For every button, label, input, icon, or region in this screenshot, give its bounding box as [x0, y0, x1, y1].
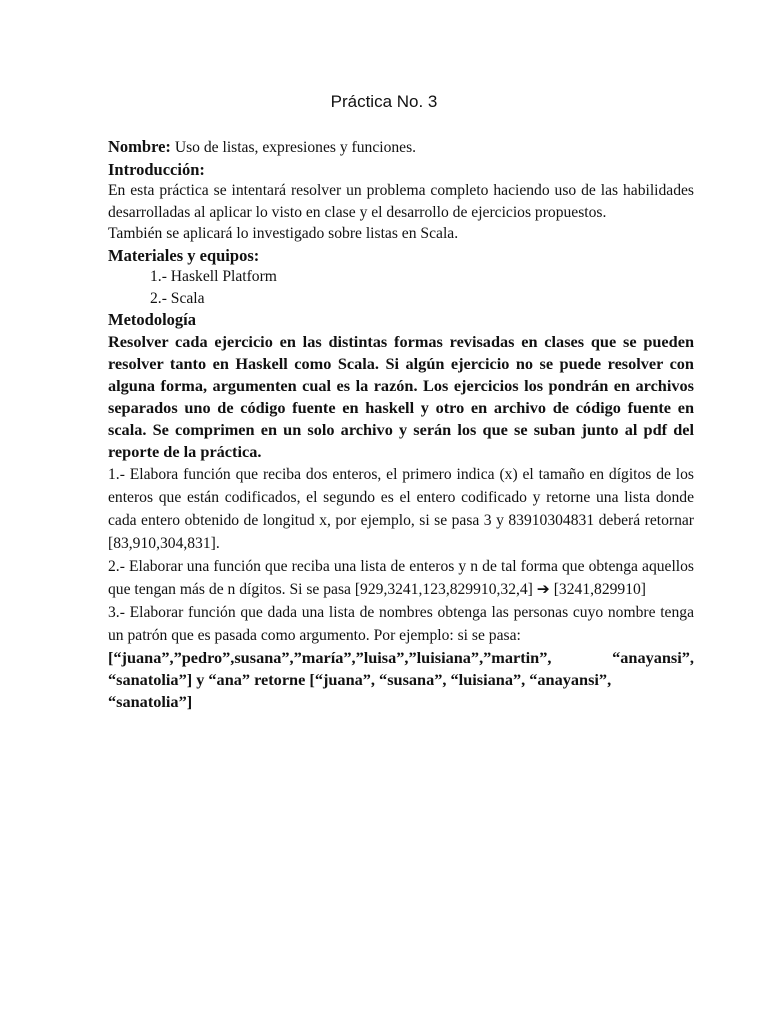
nombre-value: Uso de listas, expresiones y funciones. — [174, 139, 417, 156]
metodologia-heading: Metodología — [108, 310, 196, 329]
ejercicio-3-example-line-2: “sanatolia”] y “ana” retorne [“juana”, “susana”, “luisiana”, “anayansi”, “sanatolia”] — [108, 669, 612, 711]
ejercicio-1: 1.- Elabora función que reciba dos enteros, el primero indica (x) el tamaño en dígitos de los enteros que están codificados, el segundo es el entero codificado y retorne una lista donde cada entero obtenido de longitud x, por ejemplo, si se pasa 3 y 83910304831 deberá retornar [83,910,304,831]. — [108, 465, 694, 552]
intro-line-2: También se aplicará lo investigado sobre listas en Scala. — [108, 225, 459, 242]
nombre-line — [108, 136, 694, 159]
materiales-item: 1.- Haskell Platform — [150, 268, 277, 285]
page-title: Práctica No. 3 — [330, 92, 438, 111]
introduccion-heading: Introducción: — [108, 159, 205, 179]
ejercicio-3-text: 3.- Elaborar función que dada una lista de nombres obtenga las personas cuyo nombre tenga un patrón que es pasada como argumento. Por ejemplo: si se pasa: — [108, 603, 694, 644]
ejercicio-2: 2.- Elaborar una función que reciba una lista de enteros y n de tal forma que obtenga aquellos que tengan más de n dígitos. Si se pasa [929,3241,123,829910,32,4] ➔ [3241,829910] — [108, 557, 694, 598]
document-body — [108, 136, 694, 713]
metodologia-text: Resolver cada ejercicio en las distintas formas revisadas en clases que se pueden resolver tanto en Haskell como Scala. Si algún ejercicio no se puede resolver con alguna forma, argumenten cual es la razón. Los ejercicios los pondrán en archivos separados uno de código fuente en haskell y otro en archivo de código fuente en scala. Se comprimen en un solo archivo y serán los que se suban junto al pdf del reporte de la práctica. — [108, 331, 694, 461]
intro-paragraph: En esta práctica se intentará resolver un problema completo haciendo uso de las habilidades desarrolladas al aplicar lo visto en clase y el desarrollo de ejercicios propuestos. — [108, 182, 694, 221]
materiales-item: 2.- Scala — [150, 289, 205, 307]
materiales-heading: Materiales y equipos: — [108, 245, 260, 265]
nombre-label: Nombre: — [108, 137, 171, 156]
ejercicio-3-example-line-1: [“juana”,”pedro”,susana”,”maría”,”luisa”,”luisiana”,”martin”, “anayansi”, — [108, 647, 694, 667]
